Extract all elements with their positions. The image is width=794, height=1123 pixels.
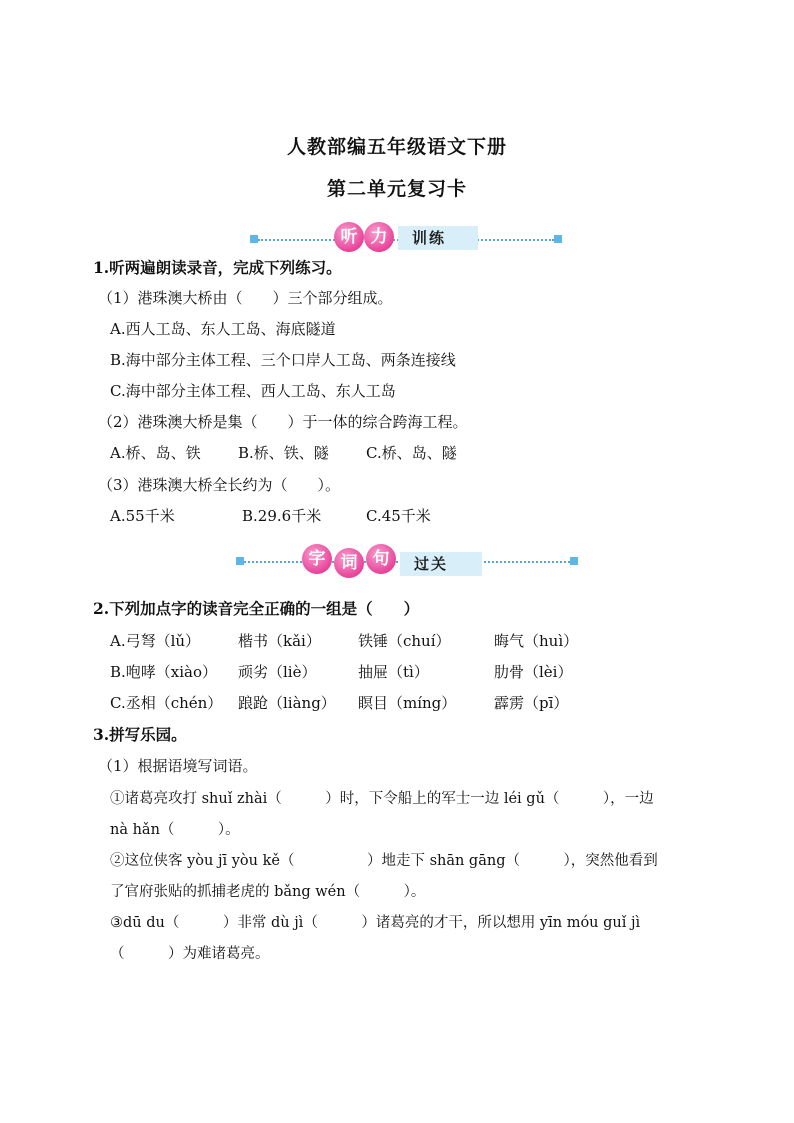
banner-tag: 训练 <box>398 226 478 250</box>
option-item: C.桥、岛、隧 <box>366 444 457 462</box>
pinyin-item: 铁锤（chuí） <box>358 632 451 650</box>
pinyin-item: 肋骨（lèi） <box>494 663 573 681</box>
banner-left-square <box>250 235 258 243</box>
option-item: A.桥、岛、铁 <box>110 444 201 462</box>
pinyin-item: A.弓弩（lǔ） <box>110 632 201 650</box>
pinyin-item: 瞑目（míng） <box>358 694 457 712</box>
option-item: B.29.6千米 <box>242 507 322 525</box>
question-3-sub-1: （1）根据语境写词语。 <box>98 757 258 775</box>
banner-char-circle: 词 <box>334 548 364 578</box>
pinyin-item: 楷书（kǎi） <box>238 632 321 650</box>
section-banner-words <box>234 541 580 581</box>
pinyin-item: C.丞相（chén） <box>110 694 223 712</box>
pinyin-item: 踉跄（liàng） <box>238 694 336 712</box>
question-1-sub-2: （2）港珠澳大桥是集（ ）于一体的综合跨海工程。 <box>98 413 468 431</box>
pinyin-item: 霹雳（pī） <box>494 694 569 712</box>
fill-sentence: ③dū du（ ）非常 dù jì（ ）诸葛亮的才干，所以想用 yīn móu guǐ jì <box>110 915 641 931</box>
option-line: A.西人工岛、东人工岛、海底隧道 <box>110 320 336 338</box>
banner-char-circle: 句 <box>366 544 396 574</box>
fill-sentence: （ ）为难诸葛亮。 <box>110 946 270 962</box>
section-banner-listening <box>248 219 564 259</box>
fill-sentence: 了官府张贴的抓捕老虎的 bǎng wén（ ）。 <box>110 884 426 900</box>
option-line: B.海中部分主体工程、三个口岸人工岛、两条连接线 <box>110 351 456 369</box>
banner-left-square <box>236 557 244 565</box>
fill-sentence: nà hǎn（ ）。 <box>110 822 240 838</box>
pinyin-item: 顽劣（liè） <box>238 663 317 681</box>
question-2-title: 2.下列加点字的读音完全正确的一组是（ ） <box>93 599 420 618</box>
fill-sentence: ②这位侠客 yòu jī yòu kě（ ）地走下 shān gāng（ ），突然他看到 <box>110 853 658 869</box>
pinyin-item: B.咆哮（xiào） <box>110 663 218 681</box>
banner-right-square <box>554 235 562 243</box>
question-1-title: 1.听两遍朗读录音，完成下列练习。 <box>93 258 342 277</box>
pinyin-item: 晦气（huì） <box>494 632 579 650</box>
question-3-title: 3.拼写乐园。 <box>93 725 187 744</box>
banner-char-circle: 字 <box>302 544 332 574</box>
pinyin-item: 抽屉（tì） <box>358 663 429 681</box>
banner-tag: 过关 <box>400 552 482 576</box>
option-item: B.桥、铁、隧 <box>238 444 329 462</box>
banner-right-square <box>570 557 578 565</box>
question-1-sub-3: （3）港珠澳大桥全长约为（ ）。 <box>98 476 341 494</box>
option-item: C.45千米 <box>366 507 431 525</box>
page-title: 人教部编五年级语文下册 <box>286 136 507 158</box>
banner-char-circle: 听 <box>334 222 364 252</box>
banner-char-circle: 力 <box>364 222 394 252</box>
option-line: C.海中部分主体工程、西人工岛、东人工岛 <box>110 382 396 400</box>
page-subtitle: 第二单元复习卡 <box>326 178 467 200</box>
fill-sentence: ①诸葛亮攻打 shuǐ zhài（ ）时，下令船上的军士一边 léi gǔ（ ），一边 <box>110 791 654 807</box>
option-item: A.55千米 <box>110 507 175 525</box>
question-1-sub-1: （1）港珠澳大桥由（ ）三个部分组成。 <box>98 289 393 307</box>
